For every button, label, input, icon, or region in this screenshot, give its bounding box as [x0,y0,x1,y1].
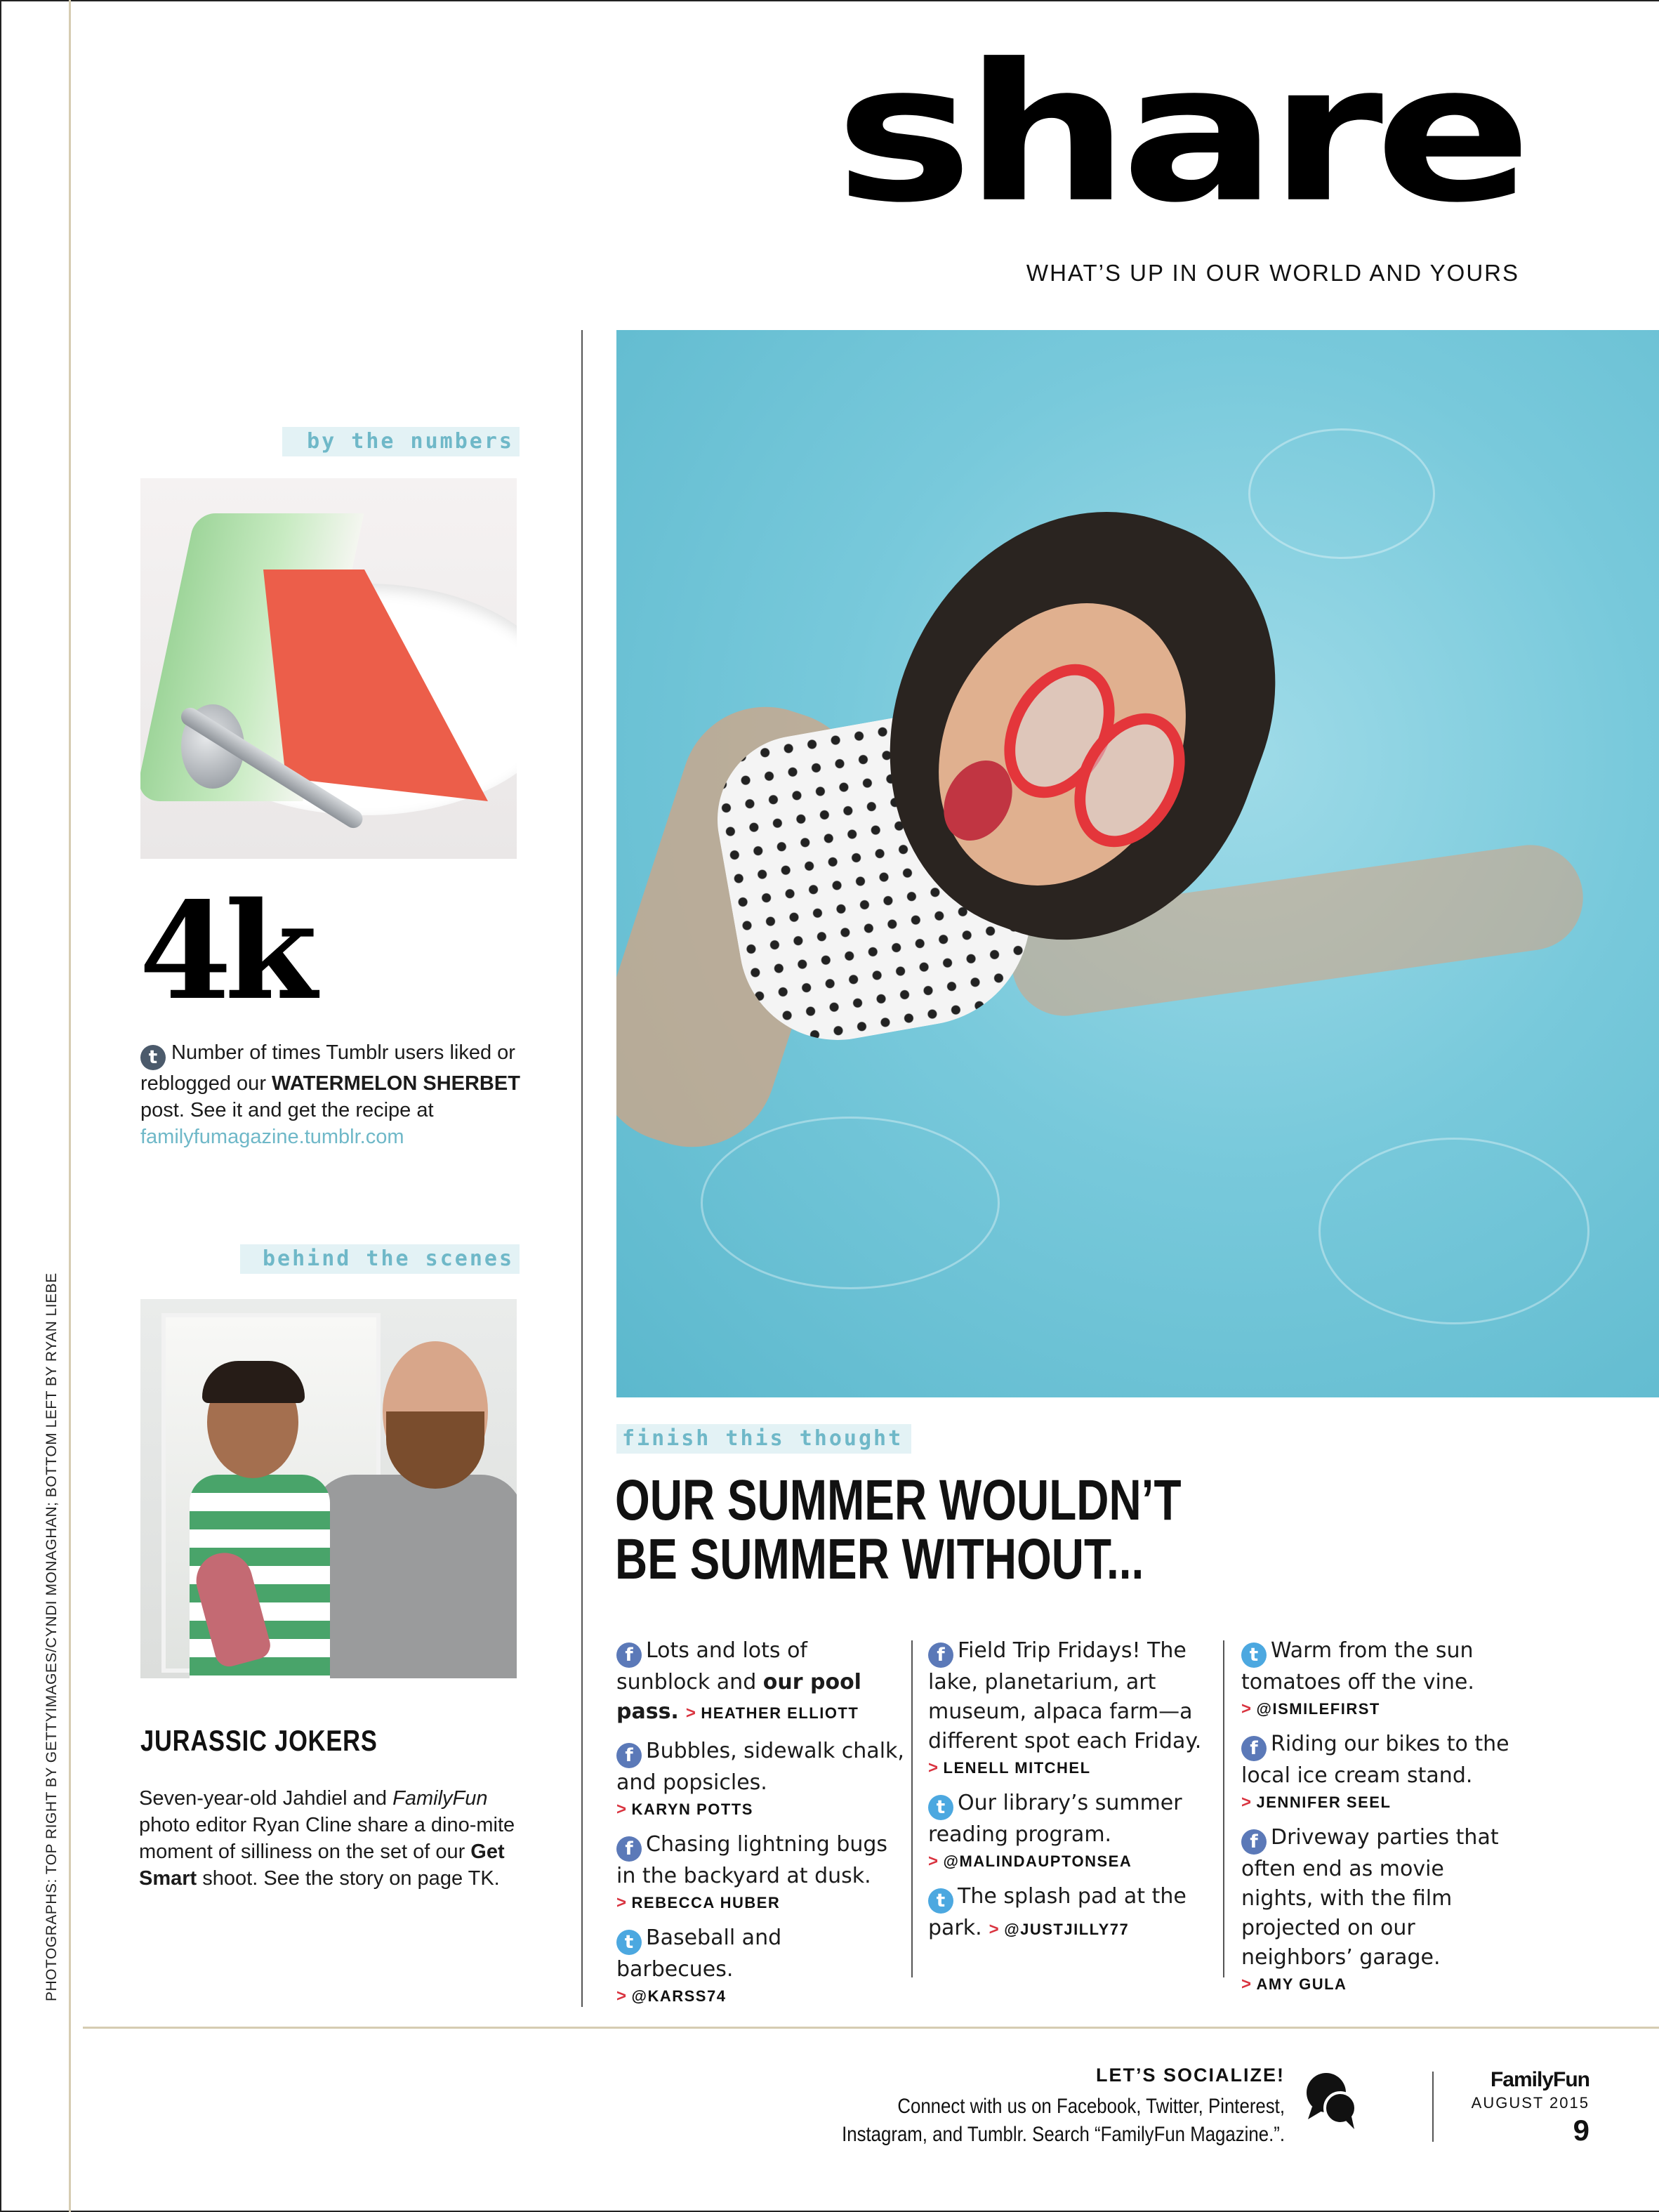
finish-heading-line: BE SUMMER WITHOUT... [615,1527,1144,1591]
response-text: Our library’s summer reading program. [928,1791,1182,1847]
response-item [616,1737,904,1822]
handle-text: LENELL MITCHEL [943,1759,1091,1777]
ripple-shape [701,1117,1000,1289]
response-text: Riding our bikes to the local ice cream stand. [1241,1732,1509,1788]
photo-credits: PHOTOGRAPHS: TOP RIGHT BY GETTYIMAGES/CYNDI MONAGHAN; BOTTOM LEFT BY RYAN LIEBE [44,1272,60,2001]
chevron-right-icon: > [989,1920,1000,1939]
stat-text-bold: WATERMELON SHERBET [272,1072,520,1095]
response-handle [1241,1697,1522,1721]
handle-text: @JUSTJILLY77 [1004,1921,1130,1938]
response-text: Baseball and barbecues. [616,1925,782,1982]
response-handle [1241,1791,1522,1815]
response-text: Lots and lots of sunblock and [616,1638,807,1694]
sidebar-divider [581,330,583,2007]
chevron-right-icon: > [685,1704,697,1723]
facebook-icon: f [1241,1829,1267,1855]
facebook-icon: f [616,1836,642,1862]
response-text: Warm from the sun tomatoes off the vine. [1241,1638,1474,1694]
response-item [1241,1823,1522,1996]
handle-text: @KARSS74 [631,1987,727,2005]
tumblr-link[interactable]: familyfumagazine.tumblr.com [140,1126,404,1148]
response-handle [989,1921,1130,1938]
page-border-top [0,0,1659,1]
response-handle [616,1798,904,1822]
bts-shoot-name: Get Smart [139,1841,505,1890]
twitter-icon: t [928,1888,953,1914]
handle-text: KARYN POTTS [631,1800,753,1818]
chevron-right-icon: > [1241,1975,1252,1994]
socialize-body [832,2093,1285,2149]
bts-body-part: shoot. See the story on page TK. [197,1867,500,1890]
finish-heading [615,1468,1182,1591]
response-text: Driveway parties that often end as movie nights, with the film projected on our neighbors’ garage. [1241,1825,1499,1970]
handle-text: AMY GULA [1256,1975,1347,1993]
chevron-right-icon: > [928,1758,939,1777]
handle-text: @MALINDAUPTONSEA [943,1852,1132,1870]
page-number: 9 [1573,2114,1589,2147]
socialize-line: Connect with us on Facebook, Twitter, Pinterest, [897,2095,1285,2118]
section-tag-by-the-numbers: by the numbers [282,427,520,456]
watermelon-sherbet-photo [140,478,517,859]
issue-date: AUGUST 2015 [1471,2094,1589,2112]
section-tag-behind-the-scenes: behind the scenes [240,1244,520,1274]
handle-text: @ISMILEFIRST [1256,1700,1380,1718]
ripple-shape [1248,428,1435,559]
facebook-icon: f [1241,1736,1267,1761]
column-divider [1223,1640,1224,1977]
chevron-right-icon: > [928,1852,939,1871]
boy-hair-shape [202,1361,305,1403]
chevron-right-icon: > [616,1893,628,1912]
bts-body-part: photo editor Ryan Cline share a dino-mite moment of silliness on the set of our [139,1814,515,1863]
handle-text: JENNIFER SEEL [1256,1793,1392,1811]
response-handle [928,1850,1209,1874]
magazine-brand: FamilyFun [1490,2068,1589,2091]
section-tag-finish-this-thought: finish this thought [616,1424,911,1454]
response-item [616,1636,904,1728]
pool-girl-photo [616,330,1659,1397]
chevron-right-icon: > [616,1987,628,2006]
handle-text: REBECCA HUBER [631,1894,781,1911]
chevron-right-icon: > [1241,1699,1252,1718]
response-item [928,1882,1209,1944]
response-item [616,1923,904,2008]
response-item [1241,1730,1522,1815]
chevron-right-icon: > [616,1800,628,1819]
response-column-3 [1241,1636,1522,2005]
response-text: Bubbles, sidewalk chalk, and popsicles. [616,1739,904,1795]
bts-heading: JURASSIC JOKERS [140,1724,378,1757]
chat-bubbles-icon [1302,2067,1359,2131]
twitter-icon: t [1241,1642,1267,1668]
stat-text-before: Number of times Tumblr users liked or reblogged our [140,1041,515,1095]
response-text: Field Trip Fridays! The lake, planetarium, art museum, alpaca farm—a different spot each Friday. [928,1638,1202,1753]
facebook-icon: f [616,1743,642,1768]
chevron-right-icon: > [1241,1793,1252,1812]
bts-body [139,1785,518,1892]
stat-number: 4k [139,873,310,1029]
response-text: The splash pad at the park. [928,1884,1187,1940]
response-handle [1241,1973,1522,1996]
response-handle [616,1984,904,2008]
bts-body-part: Seven-year-old Jahdiel and [139,1787,393,1810]
response-bold: our pool pass. [616,1670,861,1724]
page-border-left [0,0,1,2212]
gold-margin-rule [69,0,71,2212]
response-handle [928,1756,1209,1780]
socialize-line: Instagram, and Tumblr. Search “FamilyFun Magazine.”. [842,2123,1285,2146]
response-item [928,1789,1209,1874]
tumblr-icon: t [140,1045,166,1070]
response-item [1241,1636,1522,1721]
response-handle [686,1704,859,1722]
jurassic-jokers-photo [140,1299,517,1678]
page-title: share [835,22,1523,244]
facebook-icon: f [616,1642,642,1668]
column-divider [911,1640,913,1977]
gold-footer-rule [83,2027,1659,2029]
response-handle [616,1891,904,1915]
response-item [928,1636,1209,1780]
response-item [616,1830,904,1915]
page-subtitle: WHAT’S UP IN OUR WORLD AND YOURS [1026,260,1519,286]
response-column-1 [616,1636,904,2017]
facebook-icon: f [928,1642,953,1668]
stat-text-after: post. See it and get the recipe at [140,1099,434,1121]
socialize-title: LET’S SOCIALIZE! [1095,2065,1285,2086]
ripple-shape [1318,1138,1589,1324]
handle-text: HEATHER ELLIOTT [701,1704,859,1722]
twitter-icon: t [928,1795,953,1820]
finish-heading-line: OUR SUMMER WOULDN’T [615,1468,1182,1532]
response-column-2 [928,1636,1209,1953]
man-shirt-shape [312,1475,517,1678]
twitter-icon: t [616,1930,642,1955]
footer-divider [1432,2072,1434,2142]
bts-magazine-name: FamilyFun [392,1787,488,1810]
response-text: Chasing lightning bugs in the backyard at dusk. [616,1832,888,1888]
stat-description [140,1039,534,1150]
